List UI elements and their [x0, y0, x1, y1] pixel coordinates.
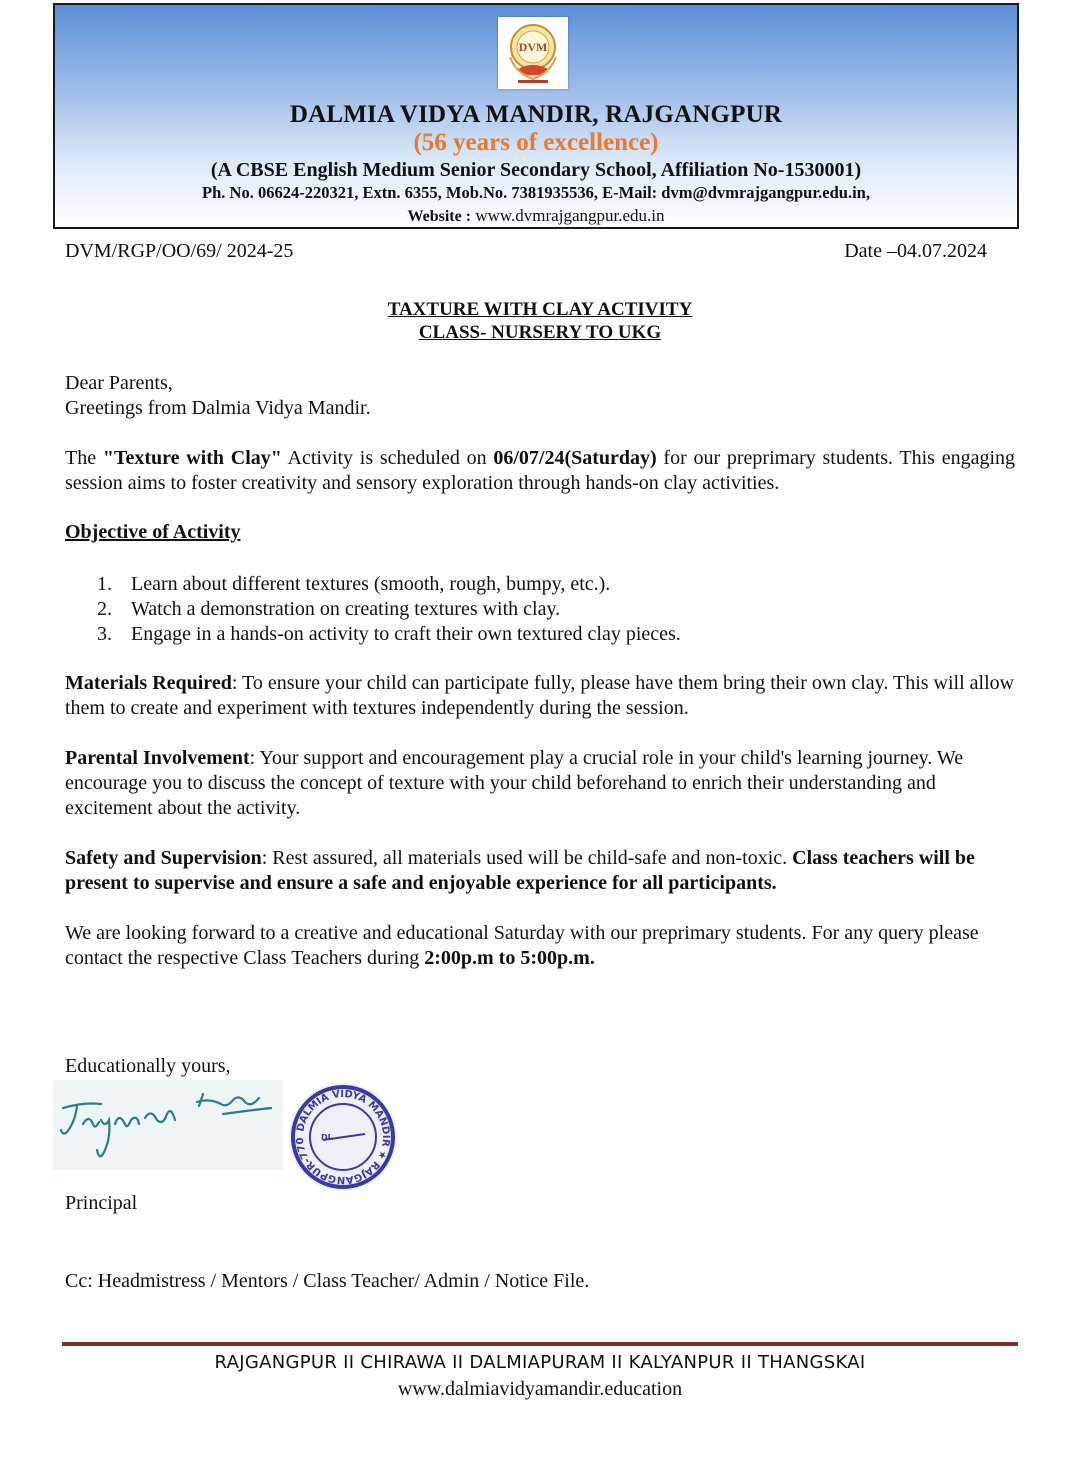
activity-name: "Texture with Clay" [102, 447, 282, 469]
school-website [55, 206, 1017, 226]
school-affiliation: (A CBSE English Medium Senior Secondary School, Affiliation No-1530001) [210, 159, 862, 181]
notice-subtitle: CLASS- NURSERY TO UKG [418, 322, 662, 343]
school-name: DALMIA VIDYA MANDIR, RAJGANGPUR [289, 101, 783, 128]
safety-label: Safety and Supervision [65, 847, 262, 869]
objective-heading: Objective of Activity [65, 521, 241, 543]
signature-svg [53, 1080, 403, 1195]
designation: Principal [65, 1192, 138, 1214]
notice-title: TAXTURE WITH CLAY ACTIVITY [387, 299, 693, 320]
logo-text: DVM [518, 40, 548, 54]
website-label: Website : [407, 208, 472, 225]
intro-mid: Activity is scheduled on [281, 447, 494, 469]
footer-website[interactable]: www.dalmiavidyamandir.education [397, 1378, 683, 1400]
school-contact: Ph. No. 06624-220321, Extn. 6355, Mob.No. 7381935536, E-Mail: dvm@dvmrajgangpur.edu.in, [202, 183, 870, 202]
objective-list [97, 572, 681, 647]
salutation: Dear Parents, [65, 372, 173, 394]
safety-emphasis: Class teachers will be present to supervise and ensure a safe and enjoyable experience for all participants. [65, 847, 975, 894]
parental-paragraph: Parental Involvement: Your support and encouragement play a crucial role in your child's learning journey. We encourage you to discuss the concept of texture with your child beforehand to enrich their understanding and excitement about the activity. [65, 747, 964, 819]
letterhead [53, 3, 1019, 229]
svg-text:DI.: DI. [321, 1133, 334, 1142]
signoff: Educationally yours, [65, 1055, 231, 1077]
safety-paragraph: Safety and Supervision: Rest assured, all materials used will be child-safe and non-toxic. Class teachers will be present to supervise and ensure a safe and enjoyable experience for all participants. [65, 847, 975, 894]
activity-schedule: 06/07/24(Saturday) [493, 447, 657, 469]
list-item: 3. Engage in a hands-on activity to craft their own textured clay pieces. [97, 623, 681, 645]
materials-label: Materials Required [65, 672, 232, 694]
intro-post: for our preprimary students. This engaging session aims to foster creativity and sensory exploration through hands-on clay activities. [65, 447, 1016, 494]
school-tagline: (56 years of excellence) [413, 129, 659, 156]
signature-block [53, 1080, 403, 1195]
letter-date: Date –04.07.2024 [844, 240, 987, 262]
greeting: Greetings from Dalmia Vidya Mandir. [65, 397, 371, 419]
intro-pre: The [65, 447, 103, 469]
list-item: 2. Watch a demonstration on creating textures with clay. [97, 598, 561, 620]
intro-paragraph [65, 446, 1015, 496]
list-item: 1. Learn about different textures (smooth, rough, bumpy, etc.). [97, 573, 611, 595]
reference-number: DVM/RGP/OO/69/ 2024-25 [65, 240, 294, 262]
closing-paragraph: We are looking forward to a creative and educational Saturday with our preprimary students. For any query please contact the respective Class Teachers during 2:00p.m to 5:00p.m. [65, 922, 979, 969]
footer-divider [62, 1342, 1018, 1346]
stamp-text: DALMIA VIDYA MANDIR ★ RAJGANGPUR-770 [294, 1088, 392, 1186]
contact-time: 2:00p.m to 5:00p.m. [424, 947, 595, 969]
materials-paragraph: Materials Required: To ensure your child can participate fully, please have them bring their own clay. This will allow them to create and experiment with textures independently during the session. [65, 672, 1015, 719]
parental-label: Parental Involvement [65, 747, 250, 769]
school-logo [498, 17, 568, 89]
footer-locations: RAJGANGPUR II CHIRAWA II DALMIAPURAM II KALYANPUR II THANGSKAI [214, 1352, 866, 1373]
cc-line: Cc: Headmistress / Mentors / Class Teacher/ Admin / Notice File. [65, 1270, 590, 1292]
website-url[interactable]: www.dvmrajgangpur.edu.in [475, 206, 665, 225]
